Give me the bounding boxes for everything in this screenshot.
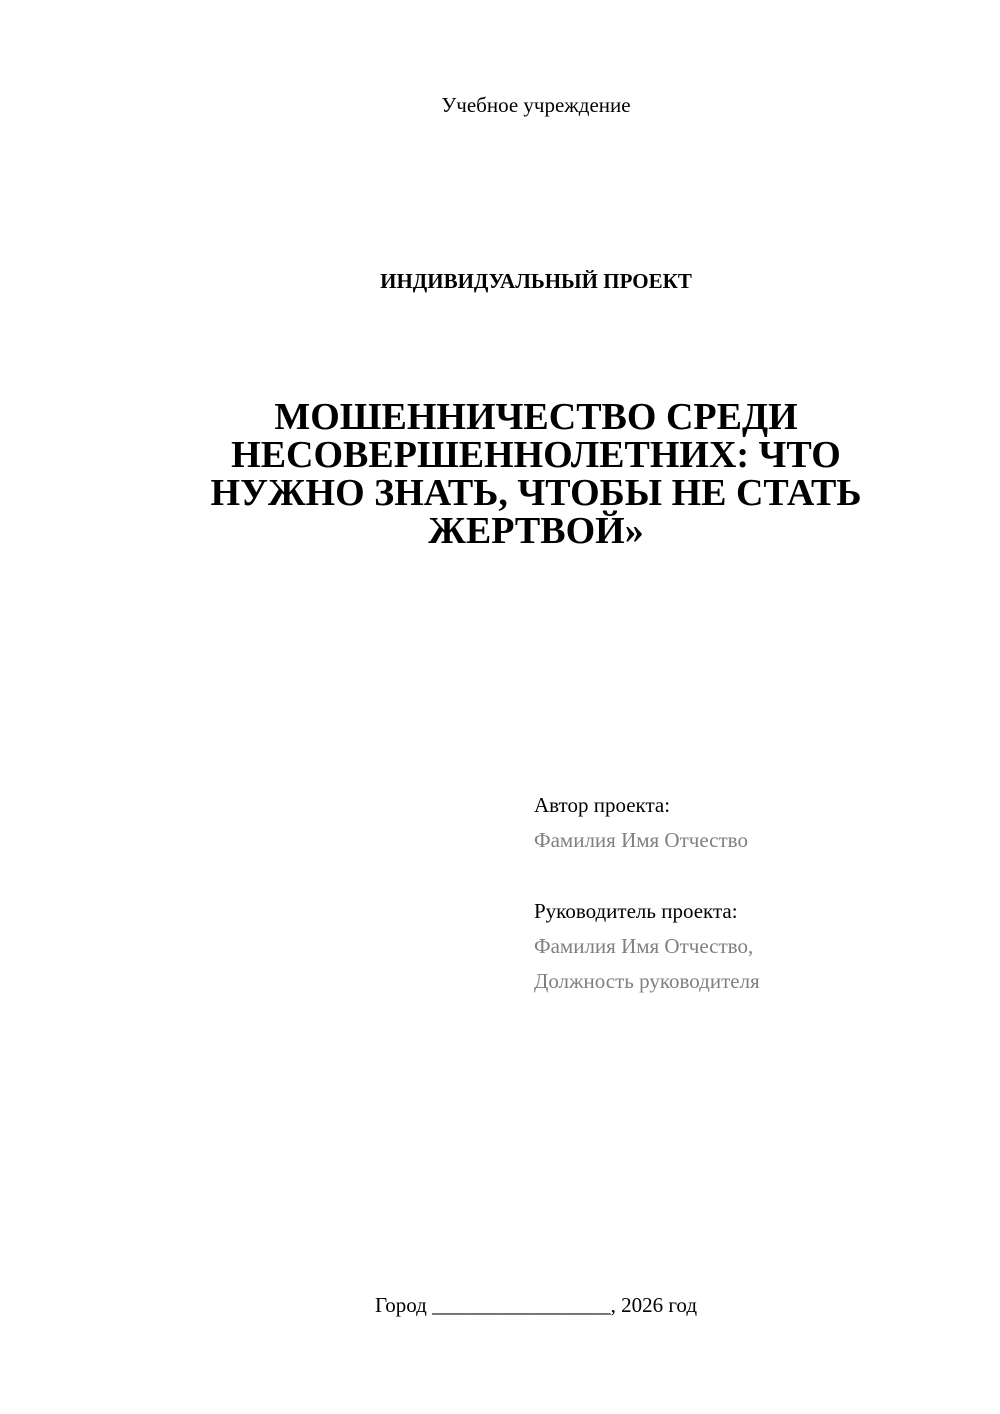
title-line-2: НЕСОВЕРШЕННОЛЕТНИХ: ЧТО xyxy=(231,434,841,476)
info-spacer xyxy=(534,858,974,894)
author-name: Фамилия Имя Отчество xyxy=(534,828,748,852)
supervisor-label: Руководитель проекта: xyxy=(534,899,738,923)
supervisor-position: Должность руководителя xyxy=(534,969,760,993)
title-line-1: МОШЕННИЧЕСТВО СРЕДИ xyxy=(274,396,798,438)
author-label: Автор проекта: xyxy=(534,793,671,817)
project-info-block xyxy=(534,788,974,999)
title-line-3: НУЖНО ЗНАТЬ, ЧТОБЫ НЕ СТАТЬ xyxy=(210,472,862,514)
supervisor-name: Фамилия Имя Отчество, xyxy=(534,934,754,958)
project-type-heading: ИНДИВИДУАЛЬНЫЙ ПРОЕКТ xyxy=(380,269,692,293)
city-year-footer: Город _________________, 2026 год xyxy=(374,1293,698,1317)
project-title xyxy=(180,398,892,550)
institution-name: Учебное учреждение xyxy=(441,93,631,117)
title-line-4: ЖЕРТВОЙ» xyxy=(428,510,644,552)
